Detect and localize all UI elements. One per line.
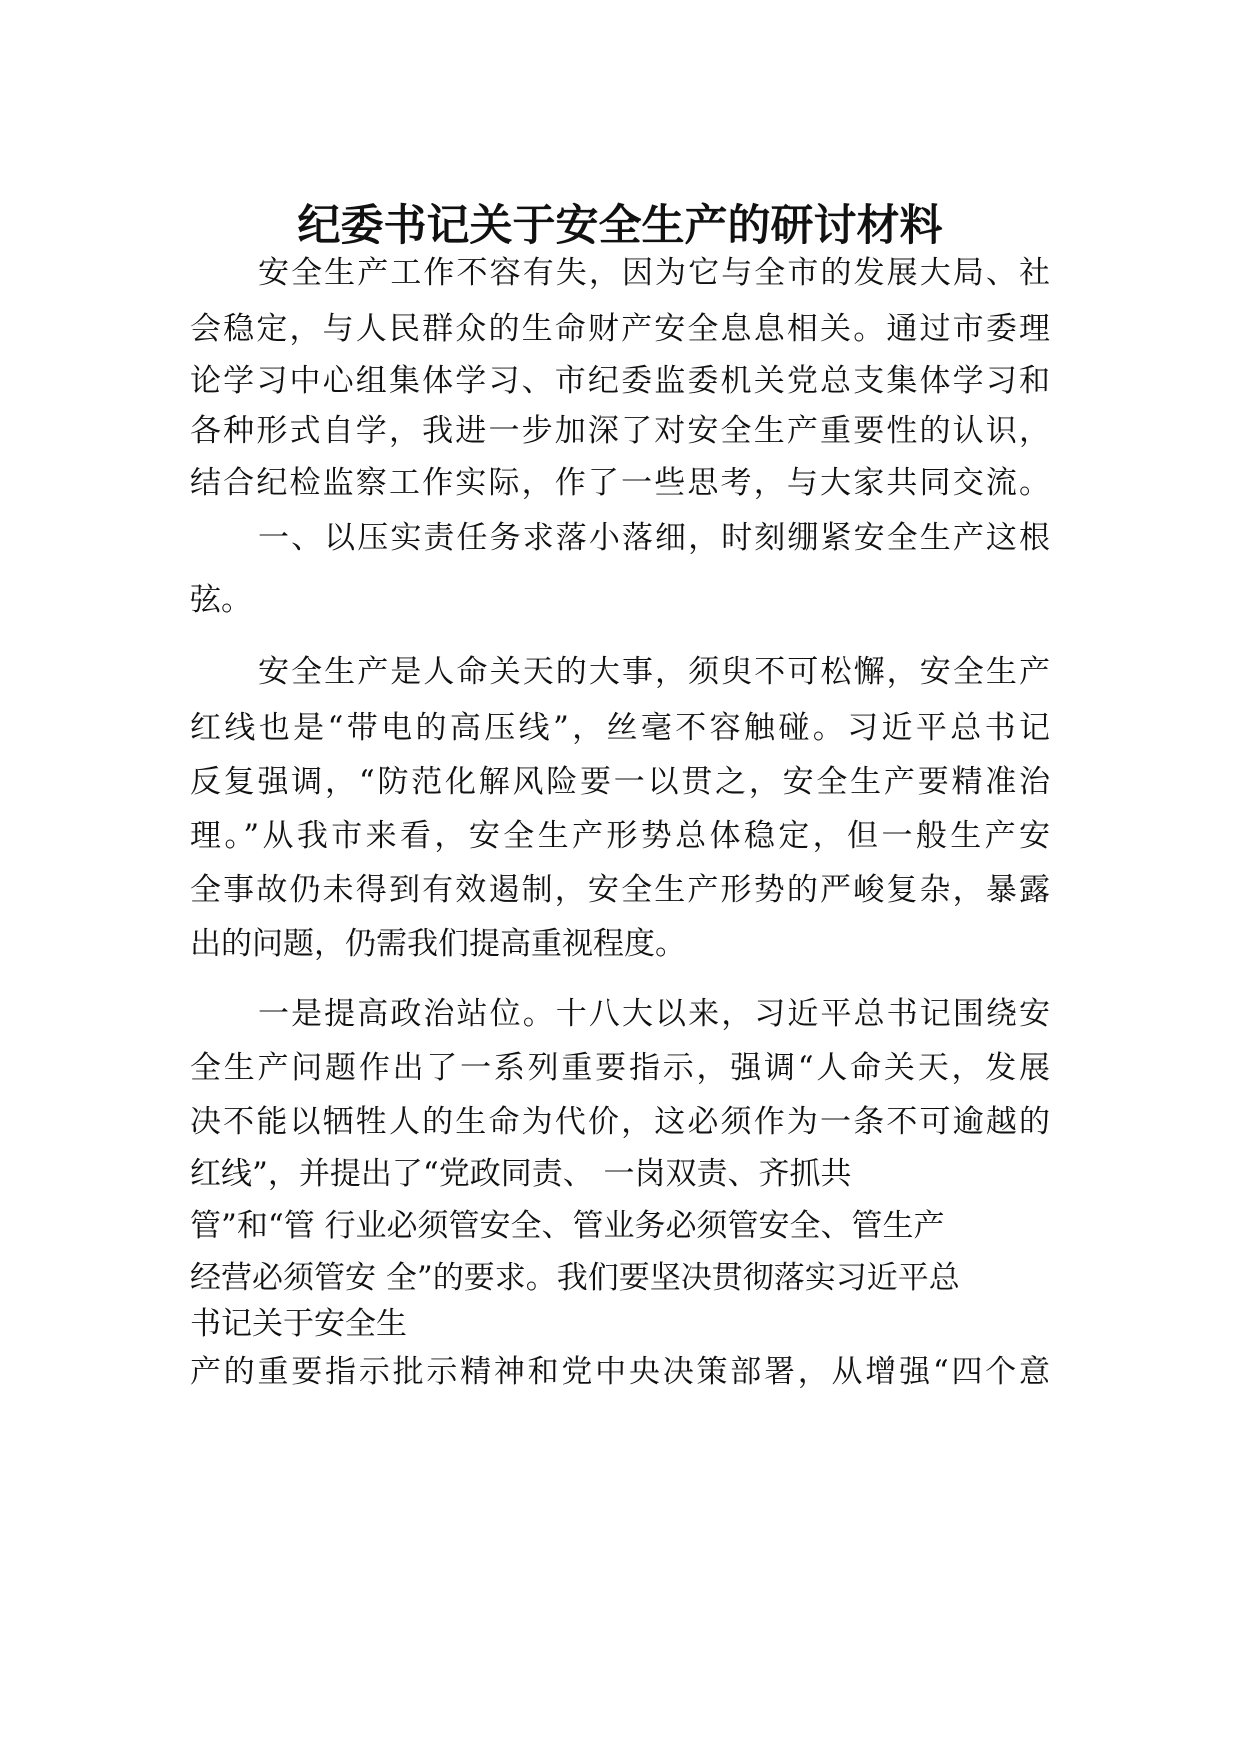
paragraph-line: 出的问题，仍需我们提高重视程度。 bbox=[190, 926, 686, 962]
paragraph-line: 红线也是“带电的高压线”，丝毫不容触碰。习近平总书记 bbox=[190, 710, 1050, 746]
paragraph-line: 理。”从我市来看，安全生产形势总体稳定，但一般生产安 bbox=[190, 818, 1050, 854]
paragraph-line: 会稳定，与人民群众的生命财产安全息息相关。通过市委理 bbox=[190, 311, 1050, 347]
paragraph-line: 产的重要指示批示精神和党中央决策部署，从增强“四个意 bbox=[190, 1354, 1050, 1390]
paragraph-line: 红线”，并提出了“党政同责、 一岗双责、齐抓共 bbox=[190, 1156, 852, 1192]
section-heading-line: 一、以压实责任务求落小落细，时刻绷紧安全生产这根 bbox=[258, 520, 1050, 556]
paragraph-line: 结合纪检监察工作实际，作了一些思考，与大家共同交流。 bbox=[190, 465, 1050, 501]
paragraph-line: 安全生产工作不容有失，因为它与全市的发展大局、社 bbox=[258, 255, 1050, 291]
paragraph-line: 经营必须管安 全”的要求。我们要坚决贯彻落实习近平总 bbox=[190, 1260, 960, 1296]
paragraph-line: 全事故仍未得到有效遏制，安全生产形势的严峻复杂，暴露 bbox=[190, 872, 1050, 908]
document-title: 纪委书记关于安全生产的研讨材料 bbox=[297, 201, 943, 251]
paragraph-line: 管”和“管 行业必须管安全、管业务必须管安全、管生产 bbox=[190, 1208, 945, 1244]
paragraph-line: 各种形式自学，我进一步加深了对安全生产重要性的认识， bbox=[190, 413, 1050, 449]
paragraph-line: 书记关于安全生 bbox=[190, 1306, 407, 1342]
paragraph-line: 反复强调，“防范化解风险要一以贯之，安全生产要精准治 bbox=[190, 764, 1050, 800]
paragraph-line: 安全生产是人命关天的大事，须臾不可松懈，安全生产 bbox=[258, 654, 1050, 690]
paragraph-line: 论学习中心组集体学习、市纪委监委机关党总支集体学习和 bbox=[190, 363, 1050, 399]
paragraph-line: 一是提高政治站位。十八大以来，习近平总书记围绕安 bbox=[258, 996, 1050, 1032]
paragraph-line: 决不能以牺牲人的生命为代价，这必须作为一条不可逾越的 bbox=[190, 1104, 1050, 1140]
paragraph-line: 全生产问题作出了一系列重要指示，强调“人命关天，发展 bbox=[190, 1050, 1050, 1086]
section-heading-line: 弦。 bbox=[190, 582, 252, 618]
